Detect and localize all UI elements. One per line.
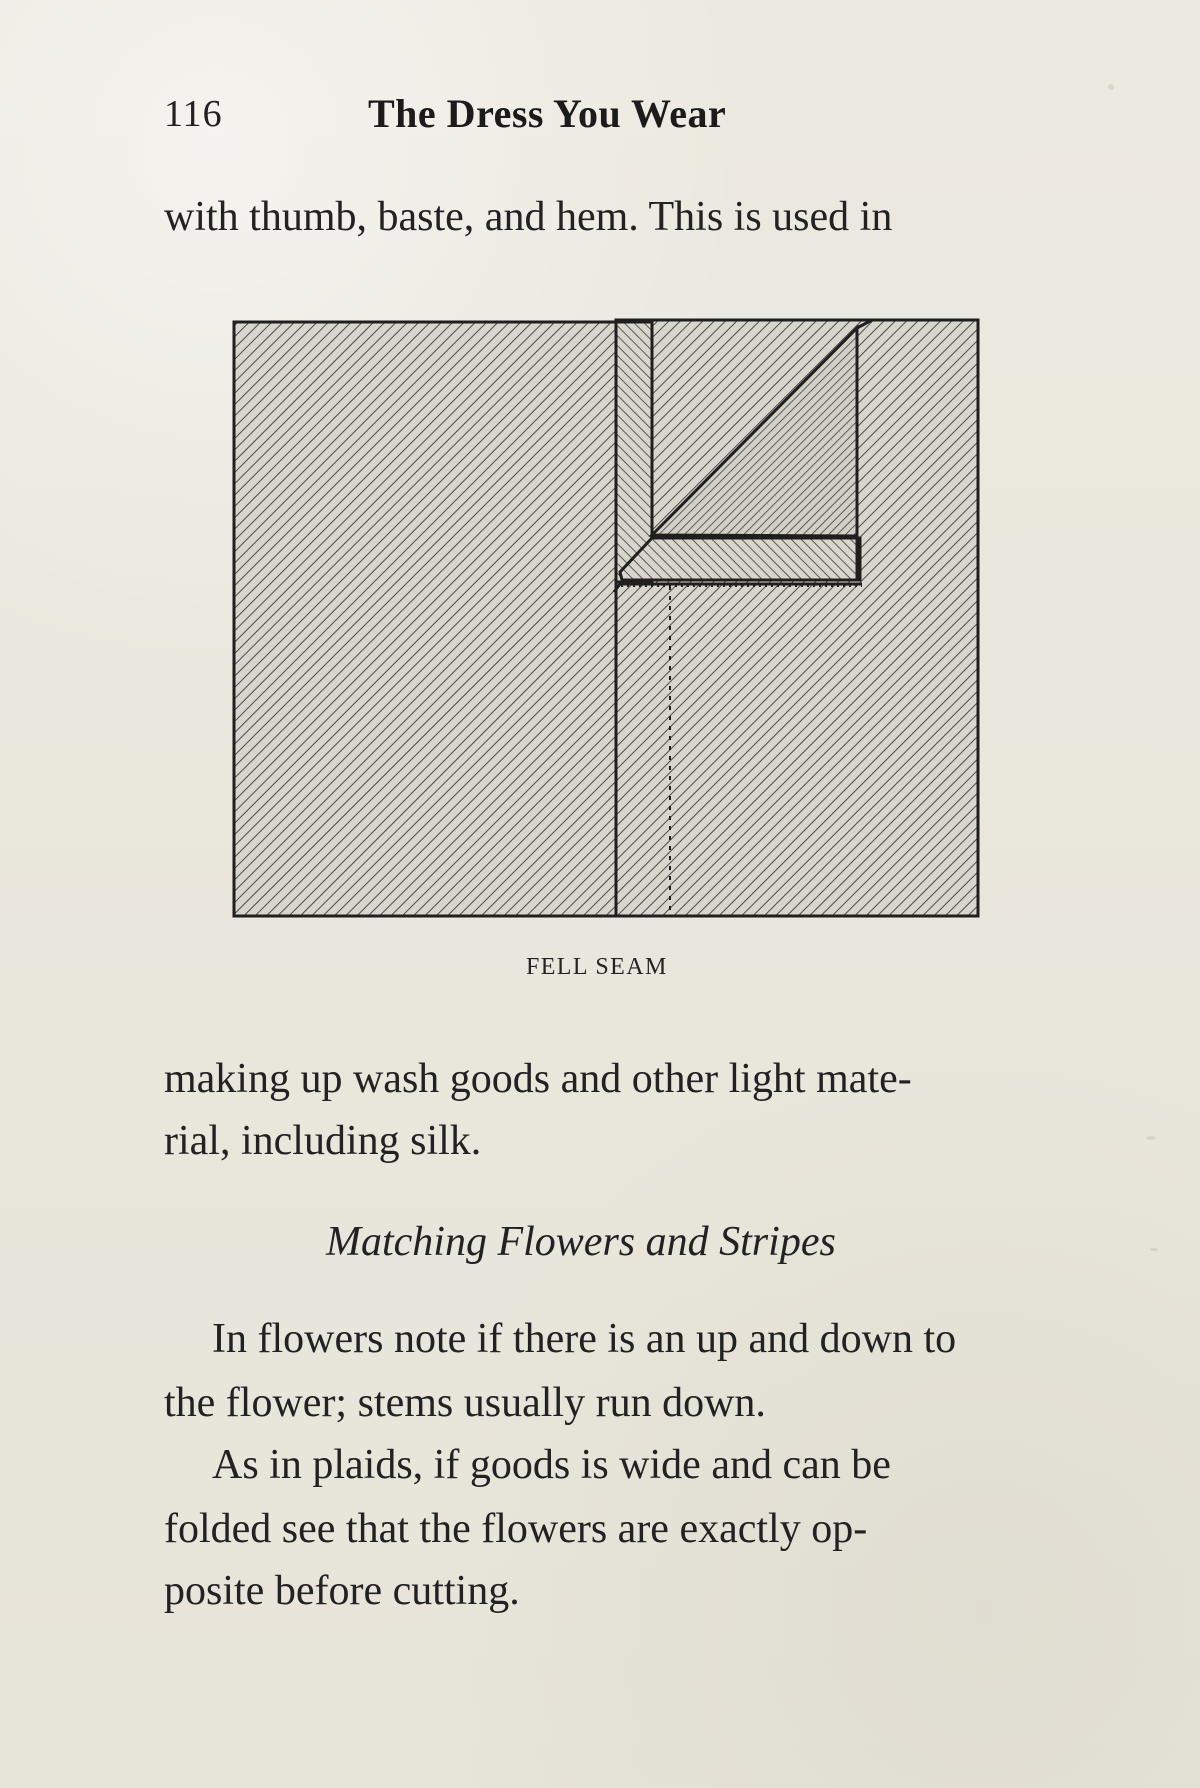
after-figure-line-2: rial, including silk. <box>164 1118 482 1164</box>
after-figure-line-1: making up wash goods and other light mate- <box>164 1056 912 1102</box>
plaids-line-3: posite before cutting. <box>164 1568 520 1614</box>
figure-caption: FELL SEAM <box>526 954 668 980</box>
intro-line: with thumb, baste, and hem. This is used in <box>164 194 893 240</box>
fell-seam-figure <box>232 316 980 926</box>
plaids-line-2: folded see that the flowers are exactly op- <box>164 1506 868 1552</box>
flowers-line-2: the flower; stems usually run down. <box>164 1380 766 1426</box>
flowers-line-1: In flowers note if there is an up and down to <box>212 1316 957 1362</box>
page-header <box>164 92 1064 142</box>
section-heading: Matching Flowers and Stripes <box>326 1219 836 1265</box>
left-fabric-panel <box>234 322 616 916</box>
page-number: 116 <box>164 93 223 135</box>
fell-seam-illustration <box>232 316 980 926</box>
paper-speck <box>1146 1136 1156 1140</box>
paper-speck <box>1150 1248 1158 1251</box>
plaids-line-1: As in plaids, if goods is wide and can be <box>212 1442 891 1488</box>
running-title: The Dress You Wear <box>368 91 727 136</box>
paper-speck <box>1108 84 1114 90</box>
